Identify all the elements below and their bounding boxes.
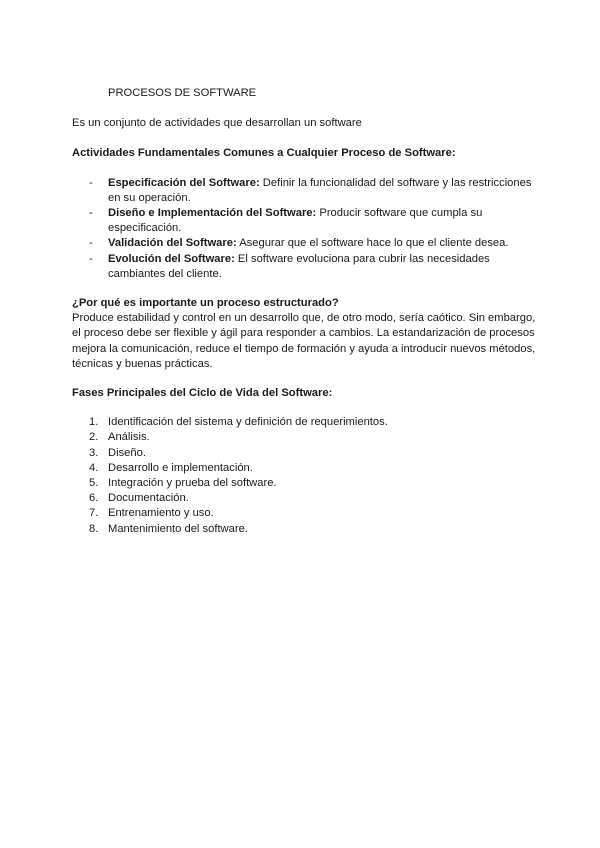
list-item — [72, 476, 542, 491]
document-page — [72, 86, 542, 537]
list-item — [72, 491, 542, 506]
activity-description: Definir la funcionalidad del software y las restricciones en su operación. — [108, 176, 532, 204]
list-item — [72, 206, 542, 236]
activity-term: Evolución del Software: — [108, 252, 235, 265]
dash-bullet: - — [89, 207, 93, 220]
activities-list — [72, 176, 542, 282]
phase-text: Diseño. — [108, 446, 146, 459]
item-number: 1. — [89, 416, 99, 429]
list-item — [72, 446, 542, 461]
activity-term: Diseño e Implementación del Software: — [108, 207, 317, 220]
dash-bullet: - — [89, 237, 93, 250]
document-title: PROCESOS DE SOFTWARE — [108, 87, 257, 99]
item-number: 2. — [89, 431, 99, 444]
list-item — [72, 176, 542, 206]
item-number: 3. — [89, 446, 99, 459]
phase-text: Identificación del sistema y definición de requerimientos. — [108, 416, 388, 429]
phase-text: Mantenimiento del software. — [108, 522, 248, 535]
phase-text: Entrenamiento y uso. — [108, 507, 214, 520]
activity-term: Especificación del Software: — [108, 176, 260, 189]
list-item — [72, 522, 542, 537]
list-item — [72, 415, 542, 430]
item-number: 6. — [89, 492, 99, 505]
item-number: 7. — [89, 507, 99, 520]
phases-heading: Fases Principales del Ciclo de Vida del Software: — [72, 387, 333, 400]
importance-answer: Produce estabilidad y control en un desarrollo que, de otro modo, sería caótico. Sin embargo, el proceso debe ser flexible y ágil para responder a cambios. La estandarización de procesos mejora la comunicación, reduce el tiempo de formación y ayuda a introducir nuevos métodos, técnicas y buenas prácticas. — [72, 312, 536, 370]
list-item — [72, 506, 542, 521]
activity-description: Asegurar que el software hace lo que el cliente desea. — [236, 237, 509, 250]
list-item — [72, 252, 542, 282]
list-item — [72, 236, 542, 251]
activity-description: Producir software que cumpla su especificación. — [108, 207, 483, 235]
intro-text: Es un conjunto de actividades que desarrollan un software — [72, 117, 362, 130]
list-item — [72, 430, 542, 445]
dash-bullet: - — [89, 252, 93, 265]
item-number: 8. — [89, 522, 99, 535]
activity-term: Validación del Software: — [108, 237, 237, 250]
item-number: 5. — [89, 477, 99, 490]
phase-text: Análisis. — [108, 431, 150, 444]
importance-question: ¿Por qué es importante un proceso estructurado? — [72, 297, 339, 310]
phase-text: Desarrollo e implementación. — [108, 461, 253, 474]
dash-bullet: - — [89, 176, 93, 189]
phases-list — [72, 415, 542, 537]
activities-heading: Actividades Fundamentales Comunes a Cualquier Proceso de Software: — [72, 147, 456, 160]
importance-section — [72, 296, 542, 372]
item-number: 4. — [89, 461, 99, 474]
phase-text: Documentación. — [108, 492, 189, 505]
list-item — [72, 461, 542, 476]
activity-description: El software evoluciona para cubrir las necesidades cambiantes del cliente. — [108, 252, 490, 280]
phase-text: Integración y prueba del software. — [108, 477, 277, 490]
